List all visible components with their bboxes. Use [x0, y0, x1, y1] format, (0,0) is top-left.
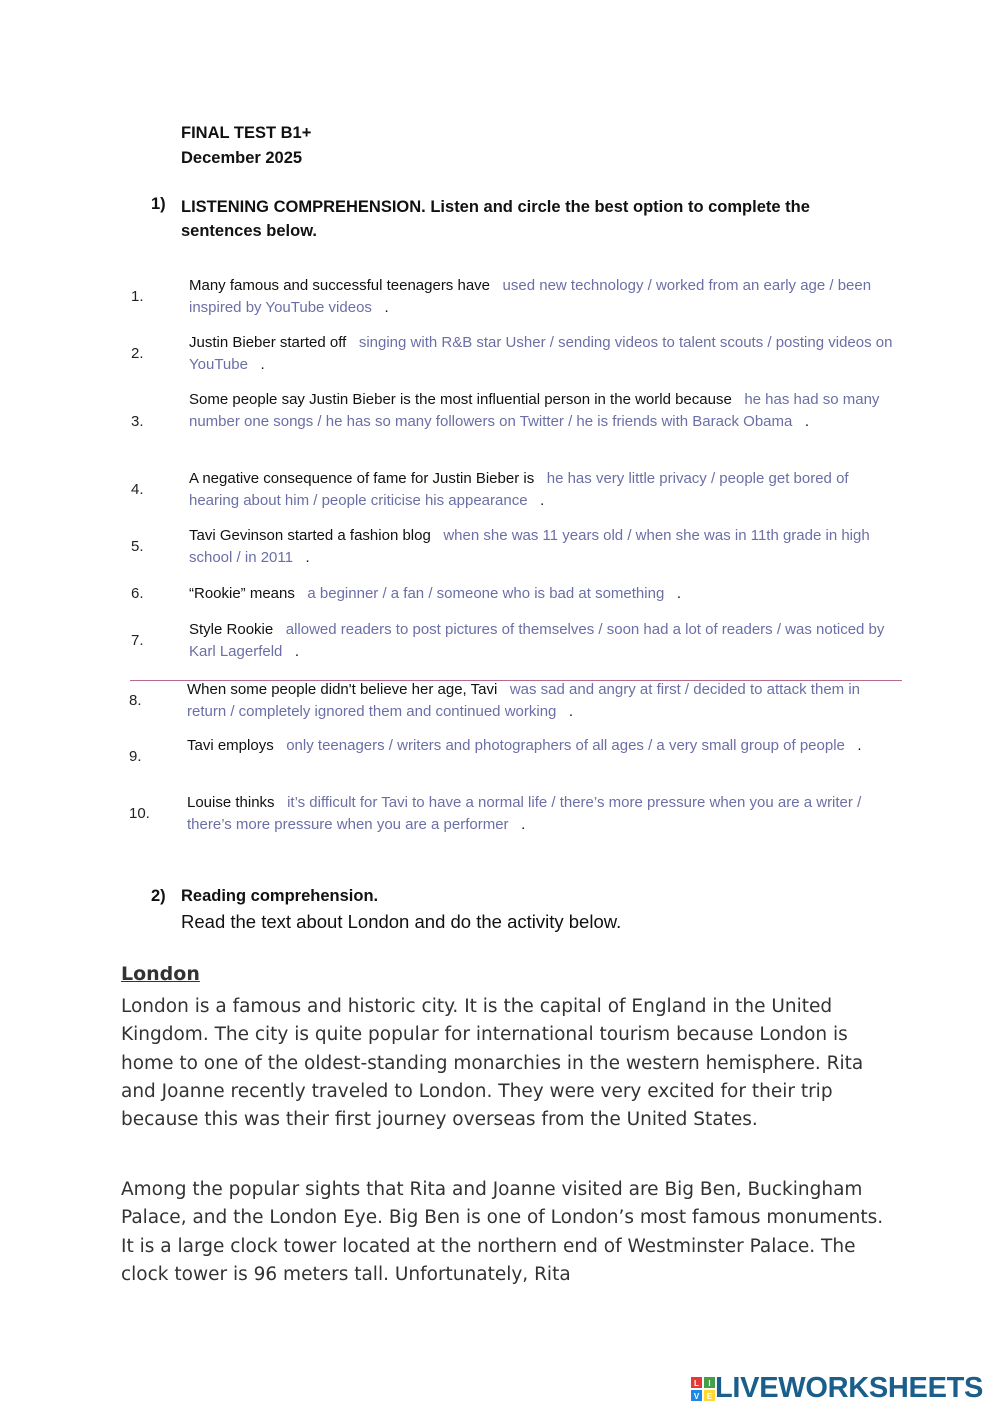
answer-options[interactable]: was sad and angry at first / decided to attack them in return / completely ignored them and continued working: [187, 681, 860, 720]
section2-number: 2): [151, 887, 166, 905]
logo-letter: I: [708, 1378, 711, 1388]
question-stem: Style Rookie: [189, 621, 274, 638]
question-number: 9.: [129, 748, 142, 765]
question-number: 1.: [131, 288, 144, 305]
question-number: 2.: [131, 345, 144, 362]
answer-options[interactable]: singing with R&B star Usher / sending videos to talent scouts / posting videos on YouTube: [189, 334, 893, 373]
question-stem: When some people didn't believe her age, Tavi: [187, 681, 498, 698]
answer-options[interactable]: only teenagers / writers and photographers of all ages / a very small group of people: [286, 737, 845, 754]
question-stem: Louise thinks: [187, 794, 275, 811]
logo-blocks-icon: [691, 1377, 715, 1401]
answer-options[interactable]: it’s difficult for Tavi to have a normal life / there’s more pressure when you are a writer / there’s more pressure when you are a performer: [187, 794, 862, 833]
answer-options[interactable]: he has had so many number one songs / he has so many followers on Twitter / he is friends with Barack Obama: [189, 391, 880, 430]
question-stem: “Rookie” means: [189, 585, 295, 602]
question-stem: A negative consequence of fame for Justin Bieber is: [189, 470, 535, 487]
section2-title: Reading comprehension.: [181, 887, 379, 905]
liveworksheets-logo: [691, 1372, 983, 1405]
question-stem: Justin Bieber started off: [189, 334, 347, 351]
question-stem: Tavi Gevinson started a fashion blog: [189, 527, 431, 544]
document-header: [181, 121, 311, 171]
reading-paragraph-1: London is a famous and historic city. It is the capital of England in the United Kingdom. The city is quite popular for international tourism because London is home to one of the oldest-standing monarchies in the western hemisphere. Rita and Joanne recently traveled to London. They were very excited for their trip because this was their first journey overseas from the United States.: [121, 996, 864, 1131]
reading-paragraph-2: Among the popular sights that Rita and Joanne visited are Big Ben, Buckingham Palace, and the London Eye. Big Ben is one of London’s most famous monuments. It is a large clock tower located at the northern end of Westminster Palace. The clock tower is 96 meters tall. Unfortunately, Rita: [121, 1179, 884, 1285]
test-title: FINAL TEST B1+: [181, 124, 312, 142]
logo-letter: L: [694, 1378, 699, 1388]
logo-letter: E: [706, 1391, 713, 1401]
answer-options[interactable]: used new technology / worked from an early age / been inspired by YouTube videos: [189, 277, 872, 316]
question-number: 10.: [129, 805, 150, 822]
question-stem: Some people say Justin Bieber is the most influential person in the world because: [189, 391, 732, 408]
question-stem: Many famous and successful teenagers have: [189, 277, 491, 294]
question-number: 8.: [129, 692, 142, 709]
reading-title: London: [121, 963, 200, 985]
logo-letter: V: [693, 1391, 700, 1401]
answer-options[interactable]: allowed readers to post pictures of themselves / soon had a lot of readers / was noticed by Karl Lagerfeld: [189, 621, 885, 660]
section1-number: 1): [151, 195, 166, 213]
answer-options[interactable]: a beginner / a fan / someone who is bad at something: [307, 585, 665, 602]
question-number: 6.: [131, 585, 144, 602]
section1-title: LISTENING COMPREHENSION. Listen and circle the best option to complete the sentences below.: [181, 198, 810, 240]
question-number: 3.: [131, 413, 144, 430]
question-stem: Tavi employs: [187, 737, 274, 754]
test-date: December 2025: [181, 149, 303, 167]
question-number: 7.: [131, 632, 144, 649]
section2-instructions: Read the text about London and do the activity below.: [181, 911, 622, 932]
answer-options[interactable]: when she was 11 years old / when she was in 11th grade in high school / in 2011: [189, 527, 870, 566]
question-number: 5.: [131, 538, 144, 555]
answer-options[interactable]: he has very little privacy / people get bored of hearing about him / people criticise his appearance: [189, 470, 849, 509]
question-number: 4.: [131, 481, 144, 498]
logo-text: LIVEWORKSHEETS: [715, 1372, 984, 1404]
